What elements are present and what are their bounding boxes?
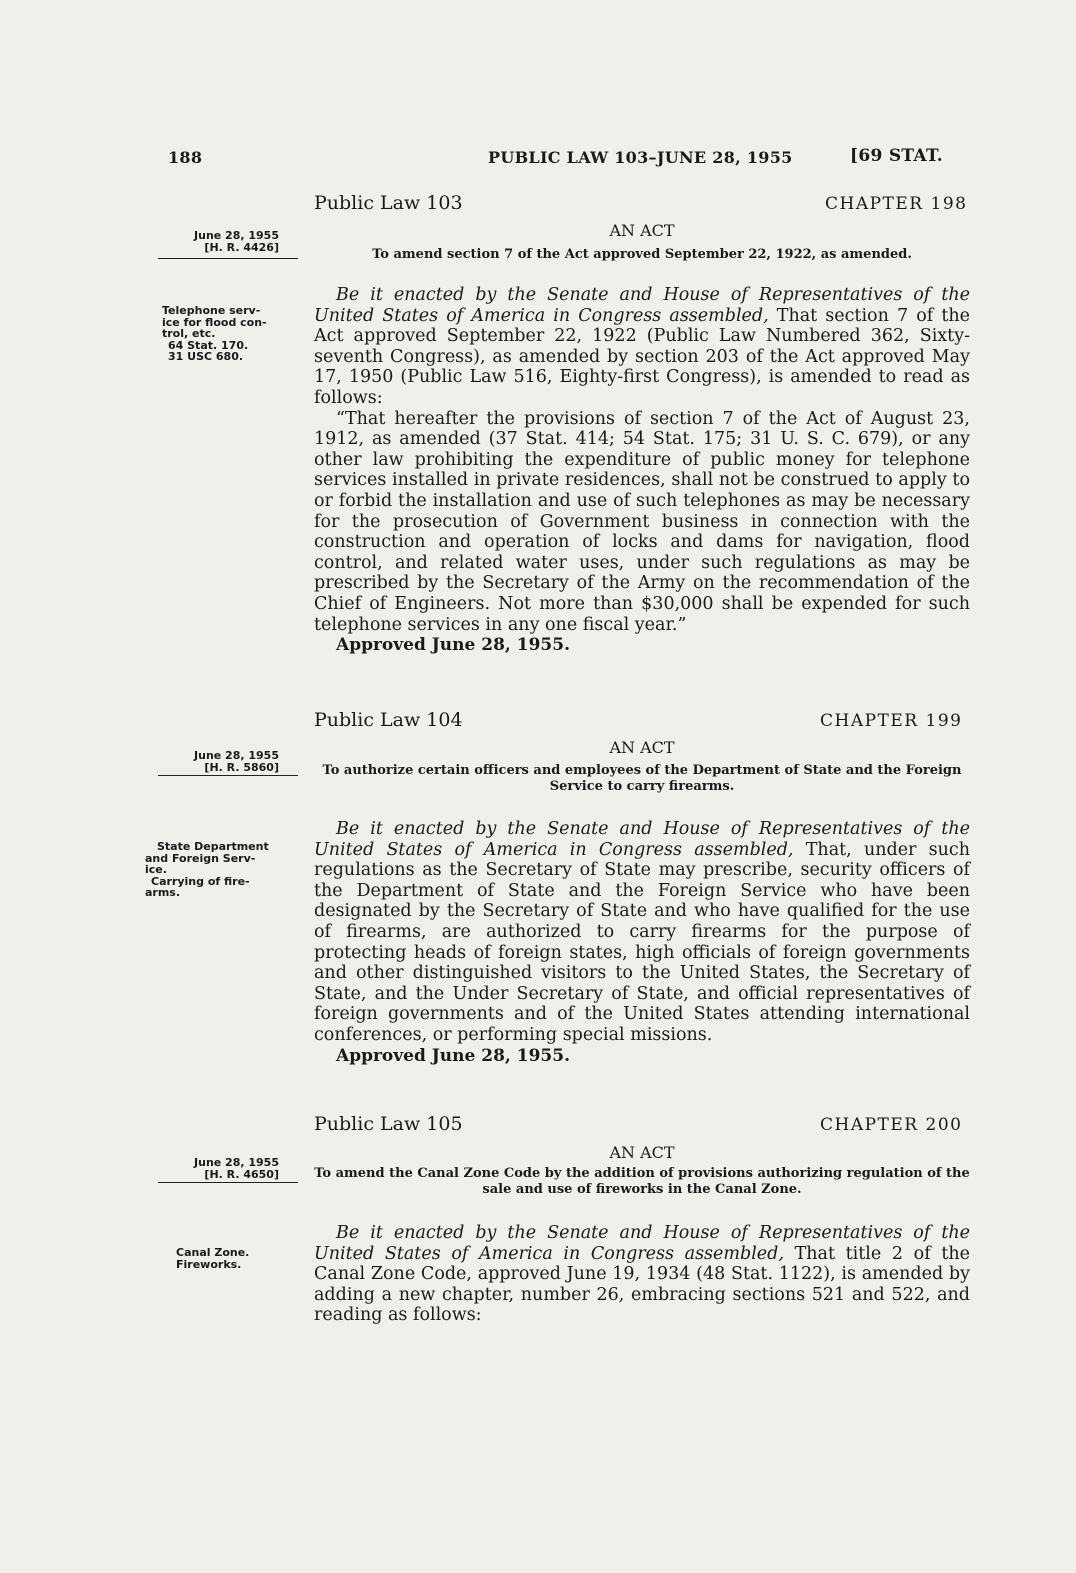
enacting-paragraph <box>314 285 970 409</box>
body-text: That title 2 of the Canal Zone Code, approved June 19, 1934 (48 Stat. 1122), is amended by adding a new chapter, number 26, embracing sections 521 and 522, and reading as follows: <box>314 1243 970 1326</box>
page-number: 188 <box>168 148 203 167</box>
act-title: To amend the Canal Zone Code by the addition of provisions authorizing regulation of the sale and use of fireworks in the Canal Zone. <box>314 1166 970 1197</box>
chapter-199: CHAPTER 199 <box>820 711 963 731</box>
margin-note: and Foreign Serv- <box>145 851 256 865</box>
margin-note: arms. <box>145 886 181 899</box>
margin-note: State Department <box>157 840 269 853</box>
margin-note: ice for flood con- <box>162 315 267 329</box>
enacting-clause: Be it enacted by the Senate and House of Representatives of the United States of America in Congress assembled, <box>314 819 970 860</box>
act-title: To authorize certain officers and employees of the Department of State and the Foreign Service to carry firearms. <box>322 763 962 794</box>
margin-note: trol, etc. <box>162 327 216 340</box>
act-body <box>314 1223 970 1326</box>
act-body <box>314 819 970 1066</box>
margin-date-text: June 28, 1955 <box>194 229 279 242</box>
quoted-section: “That hereafter the provisions of section 7 of the Act of August 23, 1912, as amended (37 Stat. 414; 54 Stat. 175; 31 U. S. C. 679), or any other law prohibiting the expenditure of public money for telephone services installed in private residences, shall not be construed to apply to or forbid the installation and use of such telephones as may be necessary for the prosecution of Government business in connection with the construction and operation of locks and dams for navigation, flood control, and related water uses, under such regulations as may be prescribed by the Secretary of the Army on the recommendation of the Chief of Engineers. Not more than $30,000 shall be expended for such telephone services in any one fiscal year.” <box>314 408 970 635</box>
public-law-104: Public Law 104 <box>314 709 463 731</box>
act-body <box>314 285 970 656</box>
margin-note: Carrying of fire- <box>151 874 250 888</box>
public-law-103: Public Law 103 <box>314 192 463 214</box>
chapter-200: CHAPTER 200 <box>820 1115 963 1135</box>
margin-bill-number: [H. R. 4650] <box>204 1167 279 1181</box>
an-act-heading: AN ACT <box>609 1143 675 1162</box>
enacting-paragraph <box>314 819 970 1046</box>
enacting-clause: Be it enacted by the Senate and House of Representatives of the United States of America in Congress assembled, <box>314 285 970 326</box>
margin-date-text: June 28, 1955 <box>194 1156 279 1169</box>
margin-note: ice. <box>145 863 167 876</box>
approval-date: Approved June 28, 1955. <box>336 1045 570 1066</box>
margin-date <box>175 230 279 253</box>
running-title: PUBLIC LAW 103–JUNE 28, 1955 <box>488 148 793 167</box>
margin-note: Canal Zone. <box>176 1246 250 1259</box>
an-act-heading: AN ACT <box>609 221 675 240</box>
an-act-heading: AN ACT <box>609 738 675 757</box>
margin-note: Fireworks. <box>176 1257 242 1271</box>
margin-notes <box>162 305 267 363</box>
act-title: To amend section 7 of the Act approved September 22, 1922, as amended. <box>372 247 912 262</box>
margin-bill-number: [H. R. 5860] <box>204 760 279 774</box>
margin-date <box>175 1157 279 1180</box>
public-law-105: Public Law 105 <box>314 1113 463 1135</box>
margin-note: 31 USC 680. <box>168 350 244 363</box>
margin-date-text: June 28, 1955 <box>194 749 279 762</box>
body-text: That section 7 of the Act approved September 22, 1922 (Public Law Numbered 362, Sixty-seventh Congress), as amended by section 203 of the Act approved May 17, 1950 (Public Law 516, Eighty-first Congress), is amended to read as follows: <box>314 305 970 408</box>
enacting-clause: Be it enacted by the Senate and House of Representatives of the United States of America in Congress assembled, <box>314 1223 970 1264</box>
margin-rule <box>158 1182 298 1183</box>
volume-reference: [69 STAT. <box>850 146 943 166</box>
enacting-paragraph <box>314 1223 970 1326</box>
margin-notes <box>145 841 269 899</box>
margin-date <box>175 750 279 773</box>
margin-rule <box>158 775 298 776</box>
margin-rule <box>158 258 298 259</box>
margin-bill-number: [H. R. 4426] <box>204 240 279 254</box>
chapter-198: CHAPTER 198 <box>825 194 968 214</box>
margin-note: Telephone serv- <box>162 304 261 317</box>
body-text: That, under such regulations as the Secretary of State may prescribe, security officers of the Department of State and the Foreign Service who have been designated by the Secretary of State and who have qualified for the use of firearms, are authorized to carry firearms for the purpose of protecting heads of foreign states, high officials of foreign governments and other distinguished visitors to the United States, the Secretary of State, and the Under Secretary of State, and official representatives of foreign governments and of the United States attending international conferences, or performing special missions. <box>314 839 970 1045</box>
margin-note: 64 Stat. 170. <box>168 338 249 352</box>
margin-notes <box>176 1247 249 1270</box>
approval-date: Approved June 28, 1955. <box>336 635 570 656</box>
